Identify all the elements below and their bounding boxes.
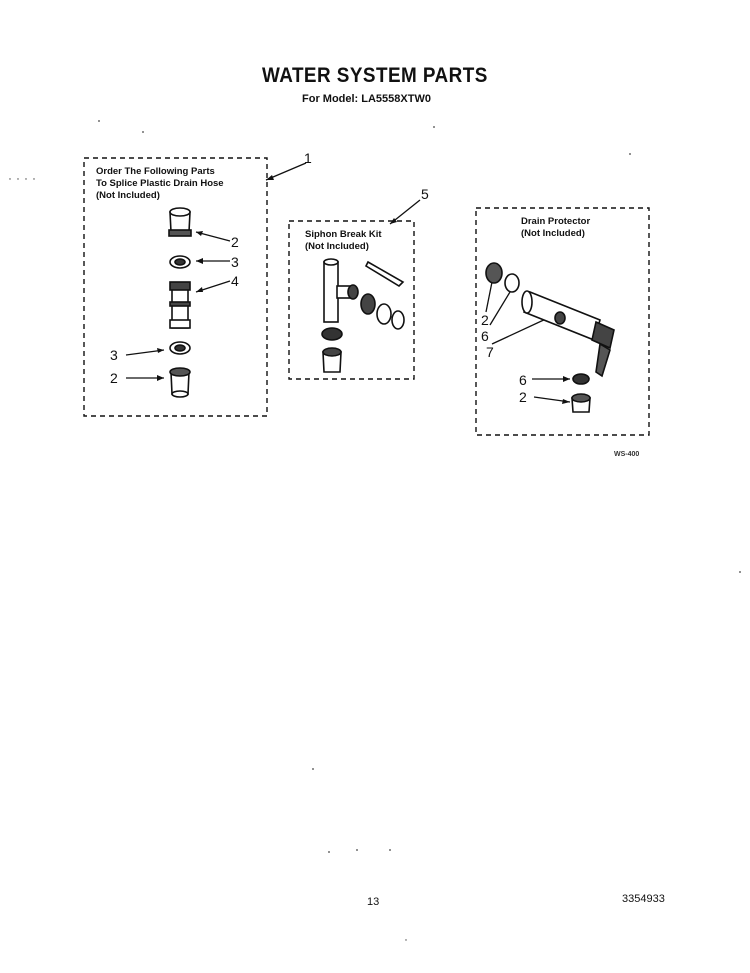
siphon-break-label-line-1: Siphon Break Kit bbox=[305, 229, 382, 240]
siphon-break-label-line-2: (Not Included) bbox=[305, 241, 369, 252]
callout-3b: 3 bbox=[110, 347, 118, 363]
callout-6a: 6 bbox=[481, 328, 489, 344]
callout-4: 4 bbox=[231, 273, 239, 289]
drain-protector-label-line-2: (Not Included) bbox=[521, 228, 585, 239]
part-number: 3354933 bbox=[622, 893, 665, 905]
model-subtitle: For Model: LA5558XTW0 bbox=[302, 93, 431, 105]
callout-1: 1 bbox=[304, 150, 312, 166]
drain-hose-label-line-1: Order The Following Parts bbox=[96, 166, 215, 177]
leader-6a bbox=[490, 292, 510, 325]
drain-hose-label-line-3: (Not Included) bbox=[96, 190, 160, 201]
leader-2c bbox=[486, 282, 492, 312]
callout-3a: 3 bbox=[231, 254, 239, 270]
drain-hose-label-line-2: To Splice Plastic Drain Hose bbox=[96, 178, 224, 189]
page-number: 13 bbox=[367, 896, 380, 908]
callout-5: 5 bbox=[421, 186, 429, 202]
page-title: WATER SYSTEM PARTS bbox=[262, 64, 488, 87]
drain-protector-label-line-1: Drain Protector bbox=[521, 216, 591, 227]
callout-7: 7 bbox=[486, 344, 494, 360]
siphon-break-parts bbox=[322, 259, 404, 372]
callout-2c: 2 bbox=[481, 312, 489, 328]
siphon-break-box bbox=[289, 221, 414, 379]
callout-2d: 2 bbox=[519, 389, 527, 405]
siphon-tee bbox=[324, 262, 338, 322]
callout-2b: 2 bbox=[110, 370, 118, 386]
callout-2a: 2 bbox=[231, 234, 239, 250]
callout-6b: 6 bbox=[519, 372, 527, 388]
drain-hose-parts bbox=[169, 208, 191, 397]
leader-7 bbox=[492, 318, 548, 344]
figure-code: WS-400 bbox=[614, 451, 640, 458]
siphon-tube bbox=[366, 262, 403, 286]
